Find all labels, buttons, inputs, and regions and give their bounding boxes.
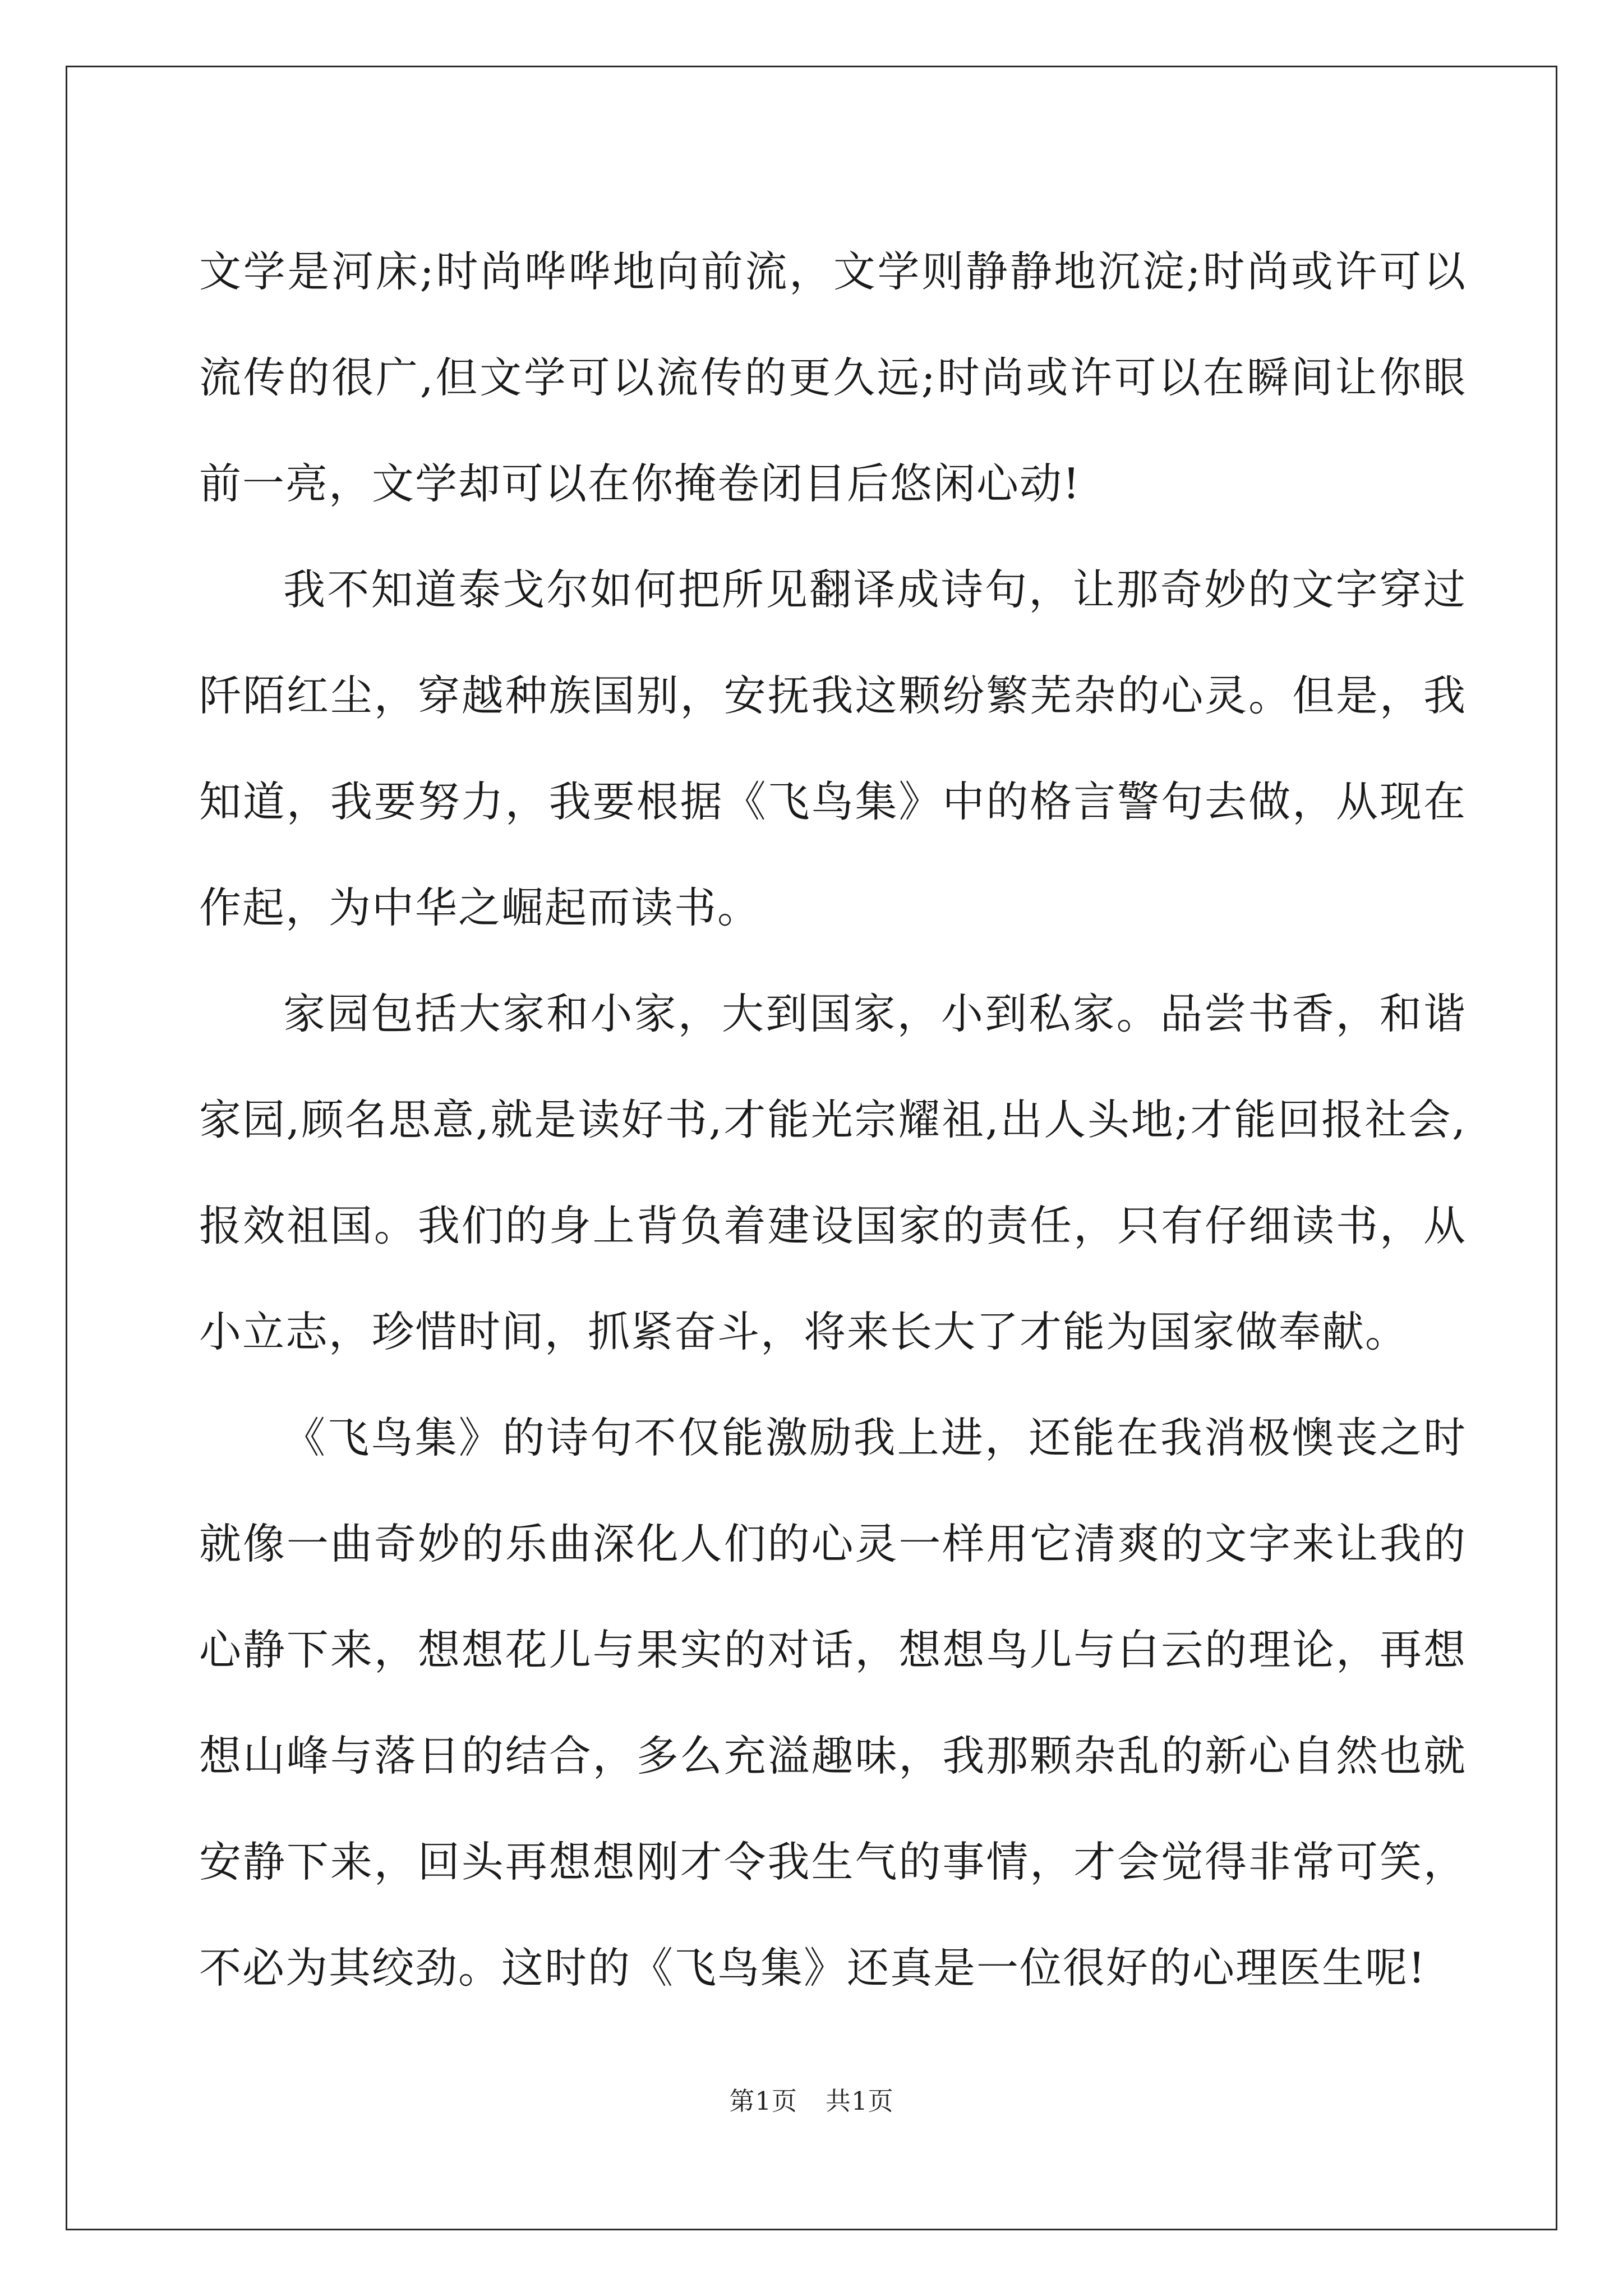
paragraph-4: 《飞鸟集》的诗句不仅能激励我上进，还能在我消极懊丧之时就像一曲奇妙的乐曲深化人们的心灵一样用它清爽的文字来让我的心静下来，想想花儿与果实的对话，想想鸟儿与白云的理论，再想想山峰与落日的结合，多么充溢趣味，我那颗杂乱的新心自然也就安静下来，回头再想想刚才令我生气的事情，才会觉得非常可笑，不必为其绞劲。这时的《飞鸟集》还真是一位很好的心理医生呢! (199, 1413, 1467, 1993)
paragraph-3: 家园包括大家和小家，大到国家，小到私家。品尝书香，和谐家园,顾名思意,就是读好书,才能光宗耀祖,出人头地;才能回报社会,报效祖国。我们的身上背负着建设国家的责任，只有仔细读书，从小立志，珍惜时间，抓紧奋斗，将来长大了才能为国家做奉献。 (199, 989, 1467, 1356)
page-number-total: 共1页 (826, 2086, 894, 2116)
document-body (199, 219, 1467, 2021)
page-number-current: 第1页 (729, 2086, 797, 2116)
paragraph-2: 我不知道泰戈尔如何把所见翻译成诗句，让那奇妙的文字穿过阡陌红尘，穿越种族国别，安抚我这颗纷繁芜杂的心灵。但是，我知道，我要努力，我要根据《飞鸟集》中的格言警句去做，从现在作起，为中华之崛起而读书。 (199, 565, 1467, 932)
page-footer (0, 2081, 1623, 2117)
paragraph-1: 文学是河床;时尚哗哗地向前流，文学则静静地沉淀;时尚或许可以流传的很广,但文学可以流传的更久远;时尚或许可以在瞬间让你眼前一亮，文学却可以在你掩卷闭目后悠闲心动! (199, 247, 1467, 508)
